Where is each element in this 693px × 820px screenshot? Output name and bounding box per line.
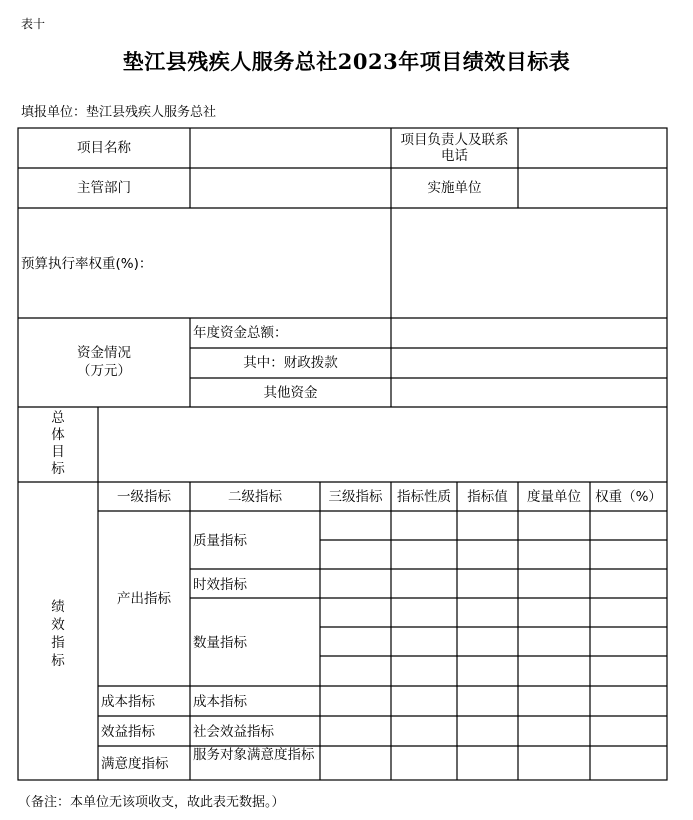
perf-char: 指 bbox=[51, 635, 65, 651]
output-indicator-label: 产出指标 bbox=[117, 591, 171, 607]
implementing-unit-label: 实施单位 bbox=[427, 180, 482, 196]
project-name-label: 项目名称 bbox=[77, 140, 131, 156]
perf-char: 标 bbox=[51, 653, 65, 669]
header-level3: 三级指标 bbox=[328, 489, 383, 505]
funds-label: 资金情况 bbox=[77, 345, 131, 361]
satisfaction-indicator-level1: 满意度指标 bbox=[101, 756, 169, 772]
header-value: 指标值 bbox=[467, 489, 508, 505]
header-level1: 一级指标 bbox=[117, 489, 171, 505]
benefit-indicator-level1: 效益指标 bbox=[101, 724, 155, 740]
header-weight: 权重（%） bbox=[595, 489, 662, 505]
header-nature: 指标性质 bbox=[397, 489, 451, 505]
funds-unit-label: （万元） bbox=[77, 363, 131, 379]
header-level2: 二级指标 bbox=[228, 489, 282, 505]
table-number: 表十 bbox=[21, 17, 46, 31]
timeliness-indicator-label: 时效指标 bbox=[193, 577, 247, 593]
quality-indicator-label: 质量指标 bbox=[193, 533, 247, 549]
footnote: （备注：本单位无该项收支，故此表无数据。） bbox=[18, 795, 285, 810]
service-satisfaction-indicator: 服务对象满意度指标 bbox=[193, 747, 315, 763]
department-label: 主管部门 bbox=[77, 180, 131, 196]
budget-weight-label: 预算执行率权重(%)： bbox=[21, 256, 153, 272]
goal-char: 目 bbox=[51, 444, 65, 460]
reporting-unit: 填报单位：垫江县残疾人服务总社 bbox=[21, 105, 217, 120]
goal-char: 体 bbox=[51, 427, 65, 443]
perf-char: 绩 bbox=[51, 599, 65, 615]
goal-char: 总 bbox=[51, 410, 65, 426]
quantity-indicator-label: 数量指标 bbox=[193, 635, 247, 651]
header-unit: 度量单位 bbox=[527, 489, 581, 505]
social-benefit-indicator: 社会效益指标 bbox=[193, 724, 274, 740]
perf-char: 效 bbox=[51, 617, 65, 633]
performance-label bbox=[18, 598, 98, 670]
annual-total-label: 年度资金总额： bbox=[193, 325, 288, 341]
fiscal-allocation-label: 其中：财政拨款 bbox=[243, 355, 338, 371]
cost-indicator-level1: 成本指标 bbox=[101, 694, 155, 710]
overall-goal-label bbox=[18, 410, 98, 478]
goal-char: 标 bbox=[51, 461, 65, 477]
owner-contact-label: 项目负责人及联系电话 bbox=[400, 132, 509, 164]
other-funds-label: 其他资金 bbox=[263, 385, 318, 401]
cost-indicator-level2: 成本指标 bbox=[193, 694, 247, 710]
page-title: 垫江县残疾人服务总社2023年项目绩效目标表 bbox=[122, 49, 571, 74]
